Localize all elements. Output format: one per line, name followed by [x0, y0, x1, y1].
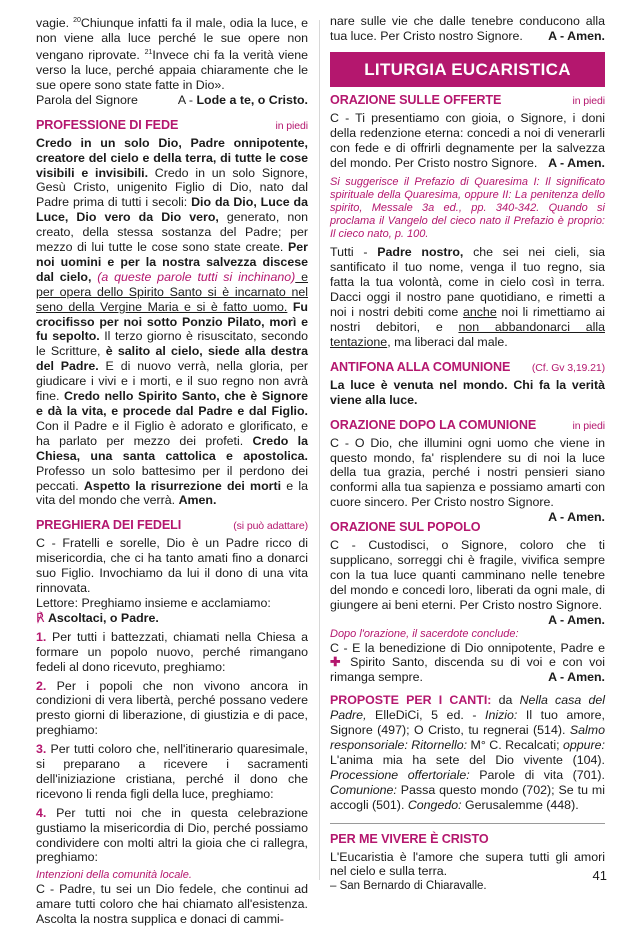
gospel-acclamation: Parola del Signore A - Lode a te, o Cristo. [36, 92, 308, 107]
vivere-text: L'Eucaristia è l'amore che supera tutti gli amori nel cielo e sulla terra. [330, 849, 605, 879]
column-divider [319, 20, 320, 880]
vivere-author: – San Bernardo di Chiaravalle. [330, 880, 487, 893]
prayer-over-people-text: C - Custodisci, o Signore, coloro che ti supplicano, sorreggi chi è fragile, vivifica sempre con la tua luce quanti camminano nelle tenebre del mondo e concedi loro, liberati da ogni male, di giungere ai beni eterni. Per Cristo nostro Signore. A - Amen. [330, 538, 605, 627]
community-intentions-rubric: Intenzioni della comunità locale. [36, 869, 192, 882]
song-proposals: PROPOSTE PER I CANTI: da Nella casa del Padre, ElleDiCi, 5 ed. - Inizio: Il tuo amore, Signore (497); O Cristo, tu regnerai (514). Salmo responsoriale: Ritornello: M° C. Recalcati; oppure: L'anima mia ha sete del Dio vivente (104). Processione offertoriale: Parole di vita (701). Comunione: Passa questo mondo (702); Se tu mi accogli (501). Congedo: Gerusalemme (448). [330, 693, 605, 812]
liturgy-banner: LITURGIA EUCARISTICA [330, 52, 605, 87]
lords-prayer: Tutti - Padre nostro, che sei nei cieli, sia santificato il tuo nome, venga il tuo regno, sia fatta la tua volontà, come in cielo così in terra. Dacci oggi il nostro pane quotidiano, e rimetti a noi i nostri debiti come anche noi li rimettiamo ai nostri debitori, e non abbandonarci alla tentazione, ma liberaci dal male. [330, 245, 605, 349]
creed-heading: PROFESSIONE DI FEDE in piedi [36, 117, 308, 132]
post-communion-heading: ORAZIONE DOPO LA COMUNIONE in piedi [330, 417, 605, 432]
offertory-heading: ORAZIONE SULLE OFFERTE in piedi [330, 92, 605, 107]
gospel-ending: vagie. $^{20}$Chiunque infatti fa il male, odia la luce, e non viene alla luce perché le sue opere non vengano riprovate. $^{21}$Invece chi fa la verità viene verso la luce, perché appaia chiaramente che le sue opere sono state fatte in Dio». [36, 16, 308, 92]
post-communion-text: C - O Dio, che illumini ogni uomo che viene in questo mondo, fa' risplendere su di noi la luce della tua grazia, perché i nostri pensieri siano conformi alla tua sapienza e possiamo amarti con cuore sincero. Per Cristo nostro Signore. A - Amen. [330, 435, 605, 525]
prayers-heading: PREGHIERA DEI FEDELI (si può adattare) [36, 518, 308, 533]
response-line: ℟ Ascoltaci, o Padre. [36, 610, 159, 625]
section-separator [330, 823, 605, 824]
prayers-intro: C - Fratelli e sorelle, Dio è un Padre ricco di misericordia, che ci ha tanto amati fino a donarci suo Figlio. Invochiamo da lui il dono di una vita rinnovata. [36, 536, 308, 596]
lector-line: Lettore: Preghiamo insieme e acclamiamo: [36, 595, 271, 610]
right-column [330, 14, 605, 894]
creed-text: Credo in un solo Dio, Padre onnipotente, creatore del cielo e della terra, di tutte le cose visibili e invisibili. Credo in un solo Signore, Gesù Cristo, unigenito Figlio di Dio, nato dal Padre prima di tutti i secoli: Dio da Dio, Luce da Luce, Dio vero da Dio vero, generato, non creato, della stessa sostanza del Padre; per mezzo di lui tutte le cose sono state create. Per noi uomini e per la nostra salvezza discese dal cielo, (a queste parole tutti si inchinano) e per opera dello Spirito Santo si è incarnato nel seno della Vergine Maria e si è fatto uomo. Fu crocifisso per noi sotto Ponzio Pilato, morì e fu sepolto. Il terzo giorno è risuscitato, secondo le Scritture, è salito al cielo, siede alla destra del Padre. E di nuovo verrà, nella gloria, per giudicare i vivi e i morti, e il suo regno non avrà fine. Credo nello Spirito Santo, che è Signore e dà la vita, e procede dal Padre e dal Figlio. Con il Padre e il Figlio è adorato e glorificato, e ha parlato per mezzo dei profeti. Credo la Chiesa, una santa cattolica e apostolica. Professo un solo battesimo per il perdono dei peccati. Aspetto la risurrezione dei morti e la vita del mondo che verrà. Amen. [36, 135, 309, 508]
intention-item: 1. Per tutti i battezzati, chiamati nella Chiesa a formare un popolo nuovo, perché rimangano fedeli al dono ricevuto, preghiamo: [36, 629, 309, 674]
communion-antiphon-text: La luce è venuta nel mondo. Chi fa la verità viene alla luce. [330, 377, 605, 407]
left-column [36, 14, 308, 927]
page-number: 41 [592, 868, 607, 883]
blessing-text: C - E la benedizione di Dio onnipotente, Padre e ✚ Spirito Santo, discenda su di voi e con voi rimanga sempre. A - Amen. [330, 640, 605, 685]
prayers-closing: C - Padre, tu sei un Dio fedele, che continui ad amare tutti coloro che hai chiamato all'esistenza. Ascolta la nostra supplica e donaci di cammi- [36, 882, 308, 927]
preface-rubric: Si suggerisce il Prefazio di Quaresima I: Il significato spirituale della Quaresima, oppure II: La penitenza dello spirito, Messale 3a ed., pp. 340-342. Quando si proclama il Vangelo del cieco nato il Prefazio è proprio: Il cieco nato, p. 100. [330, 176, 605, 241]
response-symbol: ℟ [36, 610, 45, 625]
communion-antiphon-heading: ANTIFONA ALLA COMUNIONE (Cf. Gv 3,19.21) [330, 359, 605, 374]
vivere-heading: PER ME VIVERE È CRISTO [330, 831, 489, 846]
offertory-text: C - Ti presentiamo con gioia, o Signore, i doni della redenzione eterna: concedi a noi di venerarli con fede e di offrirli degnamente per la salvezza del mondo. Per Cristo nostro Signore. A - Amen. [330, 110, 605, 170]
intentions-list [36, 630, 308, 866]
intention-item: 3. Per tutti coloro che, nell'itinerario quaresimale, si preparano a ricevere i sacramenti dell'iniziazione cristiana, perché il dono che ricevono li renda figli della luce, preghiamo: [36, 742, 308, 801]
cross-icon: ✚ [330, 655, 344, 670]
intention-item: 4. Per tutti noi che in questa celebrazione gustiamo la misericordia di Dio, perché possiamo condividere con molti altri la gioia che ci rallegra, preghiamo: [36, 805, 308, 865]
intention-item: 2. Per i popoli che non vivono ancora in condizioni di vera libertà, perché possano vedere presto giorni di liberazione, di giustizia e di pace, preghiamo: [36, 678, 308, 738]
prayer-over-people-heading: ORAZIONE SUL POPOLO [330, 520, 481, 535]
prayers-closing-cont: nare sulle vie che dalle tenebre conducono alla tua luce. Per Cristo nostro Signore. A - Amen. [330, 14, 605, 43]
blessing-rubric: Dopo l'orazione, il sacerdote conclude: [330, 627, 519, 640]
